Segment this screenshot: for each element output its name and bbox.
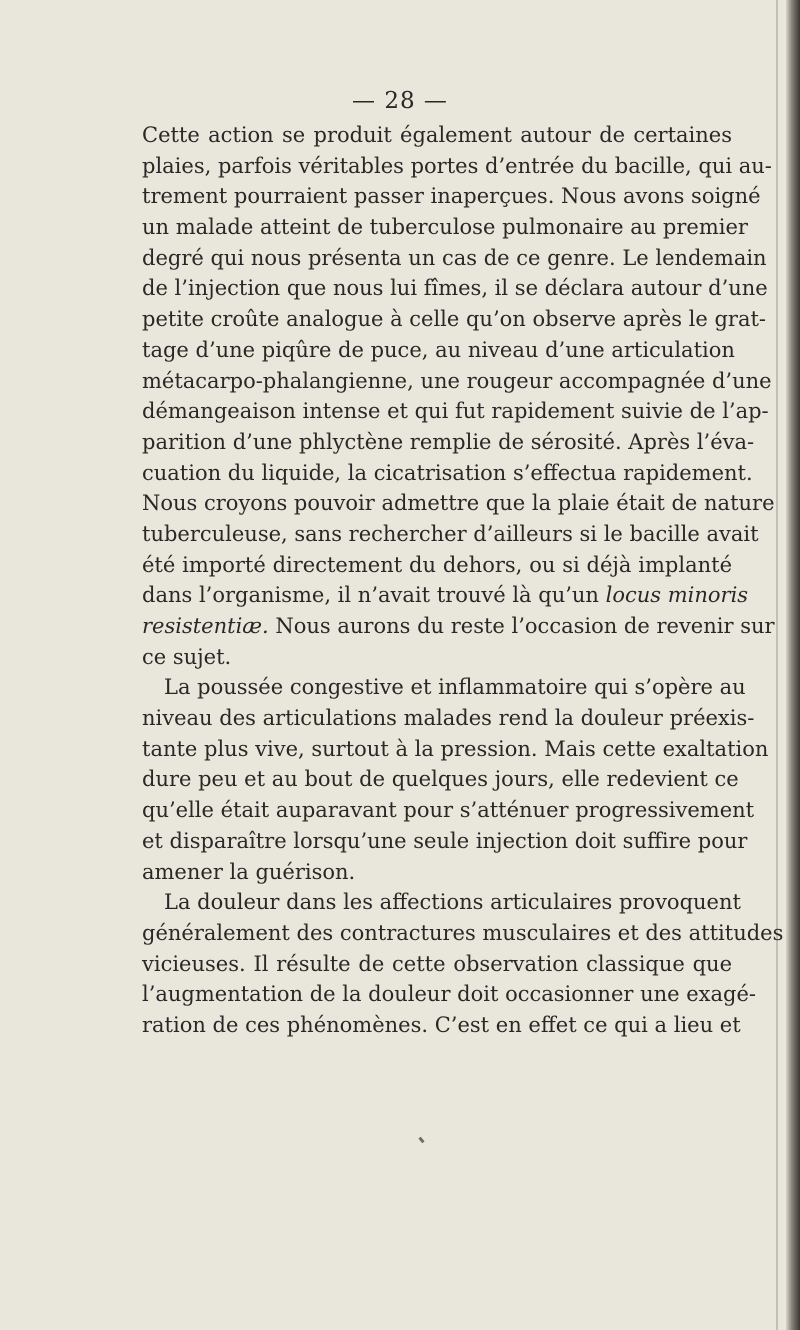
text-line: petite croûte analogue à celle qu’on observe après le grat- [142, 307, 767, 332]
latin-phrase: resistentiæ. [142, 614, 269, 638]
text-line: vicieuses. Il résulte de cette observation classique que [142, 951, 732, 976]
text-line: niveau des articulations malades rend la douleur préexis- [142, 706, 755, 731]
text-line-mixed [142, 580, 749, 611]
text-line: cuation du liquide, la cicatrisation s’effectua rapidement. [142, 460, 753, 485]
text-line: de l’injection que nous lui fîmes, il se déclara autour d’une [142, 276, 768, 301]
text-segment: dans l’organisme, il n’avait trouvé là qu’un [142, 583, 599, 608]
body-text [142, 120, 784, 1041]
text-line: et disparaître lorsqu’une seule injection doit suffire pour [142, 828, 748, 853]
text-line: qu’elle était auparavant pour s’atténuer progressivement [142, 798, 755, 823]
paragraph-start: La poussée congestive et inflammatoire qui s’opère au [164, 675, 746, 700]
text-line: amener la guérison. [142, 859, 356, 884]
paragraph-start: La douleur dans les affections articulaires provoquent [164, 890, 741, 915]
text-line: trement pourraient passer inaperçues. Nous avons soigné [142, 184, 761, 209]
text-line: démangeaison intense et qui fut rapidement suivie de l’ap- [142, 399, 769, 424]
text-line: ration de ces phénomènes. C’est en effet ce qui a lieu et [142, 1012, 741, 1037]
text-line: tuberculeuse, sans rechercher d’ailleurs si le bacille avait [142, 521, 759, 546]
text-line: Cette action se produit également autour de certaines [142, 123, 732, 147]
text-line: un malade atteint de tuberculose pulmonaire au premier [142, 215, 748, 240]
paper-speck [418, 1137, 424, 1144]
text-line: dure peu et au bout de quelques jours, elle redevient ce [142, 767, 739, 792]
text-line: l’augmentation de la douleur doit occasionner une exagé- [142, 982, 756, 1007]
text-line: degré qui nous présenta un cas de ce genre. Le lendemain [142, 245, 767, 270]
text-segment: Nous aurons du reste l’occasion de revenir sur [275, 614, 775, 638]
text-line: généralement des contractures musculaires et des attitudes [142, 920, 784, 945]
text-line: Nous croyons pouvoir admettre que la plaie était de nature [142, 491, 775, 516]
latin-phrase: locus minoris [605, 583, 749, 608]
text-line-mixed [142, 611, 775, 642]
text-line: parition d’une phlyctène remplie de sérosité. Après l’éva- [142, 429, 755, 454]
text-line: plaies, parfois véritables portes d’entrée du bacille, qui au- [142, 153, 772, 178]
text-line: métacarpo-phalangienne, une rougeur accompagnée d’une [142, 368, 772, 393]
text-line: ce sujet. [142, 644, 232, 669]
page-number: — 28 — [352, 88, 448, 114]
text-line: tage d’une piqûre de puce, au niveau d’une articulation [142, 337, 735, 362]
text-line: été importé directement du dehors, ou si déjà implanté [142, 552, 732, 577]
text-line: tante plus vive, surtout à la pression. Mais cette exaltation [142, 736, 769, 761]
book-spine-edge [786, 0, 800, 1330]
page-edge-shadow [776, 0, 778, 1330]
